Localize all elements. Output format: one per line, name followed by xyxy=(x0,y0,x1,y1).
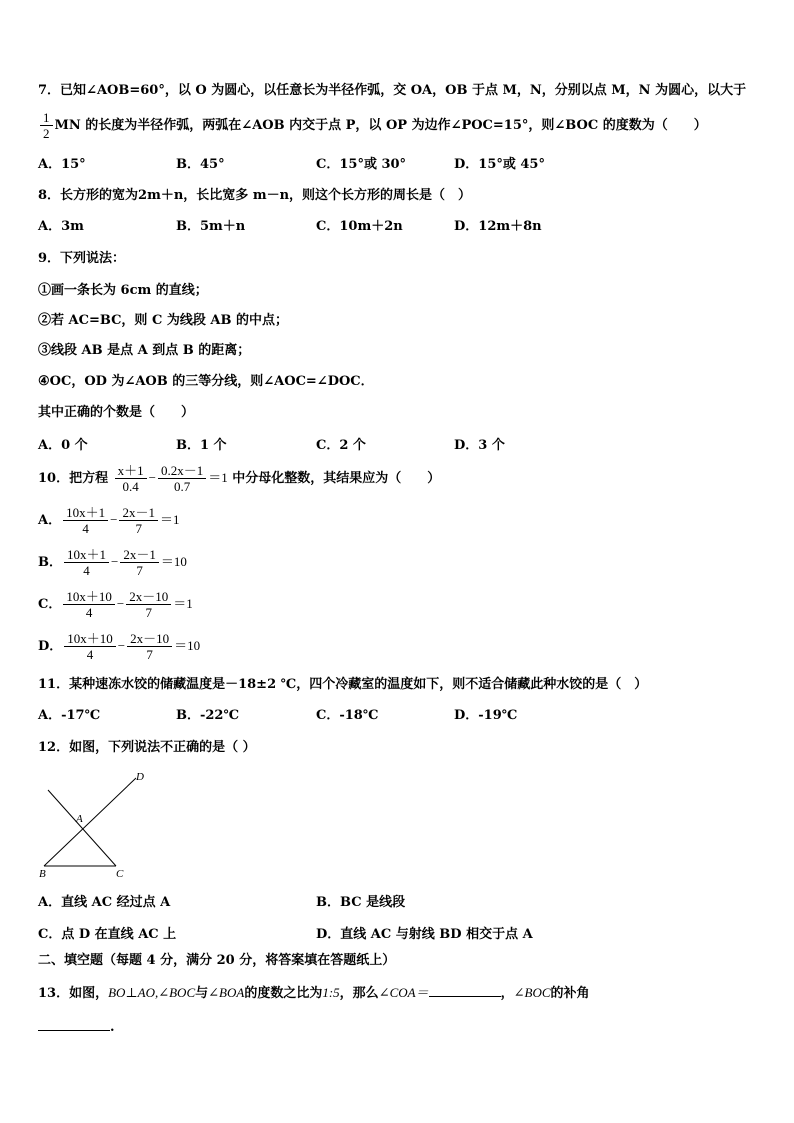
q11-option-c[interactable]: C．-18℃ xyxy=(316,708,379,723)
q12-option-c[interactable]: C．点 D 在直线 AC 上 xyxy=(38,927,177,942)
q10-stem: 10．把方程 $\frac{x+1}{0.4}$ − $\frac{0.2x-1}{0.7}$ ＝1 中分母化整数，其结果应为（ ） xyxy=(38,463,441,494)
label-b: B xyxy=(39,868,46,880)
q13-line2: . xyxy=(38,1018,115,1037)
q7-option-a[interactable]: A．15° xyxy=(38,157,86,172)
q10-eq-frac1: $\frac{x+1}{0.4}$ xyxy=(115,463,147,494)
ray-bd xyxy=(44,778,136,866)
q12-option-b[interactable]: B．BC 是线段 xyxy=(316,895,406,910)
q9-option-a[interactable]: A．0 个 xyxy=(38,438,88,453)
q11-option-d[interactable]: D．-19℃ xyxy=(454,708,518,723)
q8-option-b[interactable]: B．5m＋n xyxy=(176,219,246,234)
label-a: A xyxy=(76,813,83,825)
q13-answer-blank-1[interactable] xyxy=(429,984,501,997)
q10-option-d[interactable]: D． $\frac{10x+10}{4}$ − $\frac{2x-10}{7}$ ＝10 xyxy=(38,631,201,662)
q7-line1: 7．已知∠AOB=60°，以 O 为圆心，以任意长为半径作弧，交 OA，OB 于点 M，N，分别以点 M，N 为圆心，以大于 xyxy=(38,83,747,98)
q10-option-b[interactable]: B． $\frac{10x+1}{4}$ − $\frac{2x-1}{7}$ ＝10 xyxy=(38,547,187,578)
q10-option-c[interactable]: C． $\frac{10x+10}{4}$ − $\frac{2x-10}{7}$ ＝1 xyxy=(38,589,193,620)
q9-option-b[interactable]: B．1 个 xyxy=(176,438,227,453)
q9-item-4: ④OC，OD 为∠AOB 的三等分线，则∠AOC=∠DOC． xyxy=(38,374,374,389)
line-ac xyxy=(48,790,116,866)
q11-option-b[interactable]: B．-22℃ xyxy=(176,708,240,723)
q9-item-3: ③线段 AB 是点 A 到点 B 的距离； xyxy=(38,343,251,358)
q11-stem: 11．某种速冻水饺的储藏温度是－18±2 ℃，四个冷藏室的温度如下，则不适合储藏此种水饺的是（ ） xyxy=(38,677,648,692)
q13-stem: 13．如图，BO⊥AO,∠BOC与∠BOA的度数之比为1:5，那么∠COA＝ ，∠BOC的补角 xyxy=(38,985,590,1001)
q7-option-d[interactable]: D．15°或 45° xyxy=(454,157,545,172)
q9-option-c[interactable]: C．2 个 xyxy=(316,438,366,453)
q12-stem: 12．如图，下列说法不正确的是（ ） xyxy=(38,740,256,755)
q10-option-a[interactable]: A． $\frac{10x+1}{4}$ − $\frac{2x-1}{7}$ ＝1 xyxy=(38,505,180,536)
q8-option-a[interactable]: A．3m xyxy=(38,219,84,234)
q10-eq-frac2: $\frac{0.2x-1}{0.7}$ xyxy=(158,463,206,494)
q7-fraction: $\frac{1}{2}$ xyxy=(40,110,53,141)
q9-item-2: ②若 AC=BC，则 C 为线段 AB 的中点； xyxy=(38,313,288,328)
q12-option-a[interactable]: A．直线 AC 经过点 A xyxy=(38,895,171,910)
q9-stem: 9．下列说法： xyxy=(38,251,126,266)
q9-question: 其中正确的个数是（ ） xyxy=(38,405,195,420)
q7-line2: $\frac{1}{2}$ MN 的长度为半径作弧，两弧在∠AOB 内交于点 P，以 OP 为边作∠POC=15°，则∠BOC 的度数为（ ） xyxy=(38,110,707,141)
q13-answer-blank-2[interactable] xyxy=(38,1018,110,1031)
q12-option-d[interactable]: D．直线 AC 与射线 BD 相交于点 A xyxy=(316,927,533,942)
label-d: D xyxy=(136,771,144,783)
q11-option-a[interactable]: A．-17℃ xyxy=(38,708,101,723)
q8-stem: 8．长方形的宽为2m＋n，长比宽多 m－n，则这个长方形的周长是（ ） xyxy=(38,188,472,203)
q9-option-d[interactable]: D．3 个 xyxy=(454,438,505,453)
section2-heading: 二、填空题（每题 4 分，满分 20 分，将答案填在答题纸上） xyxy=(38,953,396,968)
q7-option-b[interactable]: B．45° xyxy=(176,157,225,172)
q7-option-c[interactable]: C．15°或 30° xyxy=(316,157,407,172)
q8-option-d[interactable]: D．12m＋8n xyxy=(454,219,542,234)
q8-option-c[interactable]: C．10m＋2n xyxy=(316,219,403,234)
q12-geometry-figure xyxy=(36,770,156,880)
label-c: C xyxy=(116,868,124,880)
q9-item-1: ①画一条长为 6cm 的直线； xyxy=(38,283,208,298)
